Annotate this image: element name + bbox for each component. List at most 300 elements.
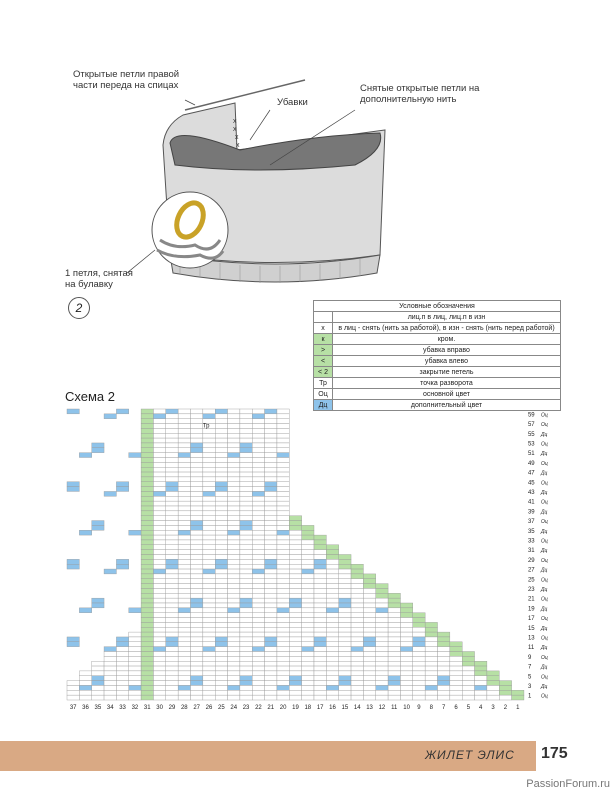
chart-cell bbox=[191, 564, 203, 569]
chart-cell bbox=[191, 695, 203, 700]
chart-cell bbox=[252, 550, 264, 555]
chart-cell bbox=[141, 603, 153, 608]
chart-cell bbox=[438, 656, 450, 661]
chart-cell bbox=[153, 467, 165, 472]
chart-cell bbox=[141, 419, 153, 424]
chart-cell bbox=[277, 477, 289, 482]
chart-cell bbox=[116, 642, 128, 647]
chart-cell bbox=[215, 555, 227, 560]
chart-cell bbox=[314, 681, 326, 686]
chart-cell bbox=[228, 428, 240, 433]
chart-cell bbox=[240, 666, 252, 671]
chart-cell bbox=[178, 598, 190, 603]
chart-cell bbox=[191, 661, 203, 666]
chart-cell bbox=[351, 569, 363, 574]
chart-cell bbox=[265, 613, 277, 618]
chart-cell bbox=[153, 550, 165, 555]
chart-cell bbox=[203, 579, 215, 584]
chart-cell bbox=[289, 671, 301, 676]
chart-cell bbox=[191, 462, 203, 467]
chart-cell bbox=[252, 540, 264, 545]
chart-cell bbox=[203, 681, 215, 686]
chart-cell bbox=[376, 593, 388, 598]
chart-cell bbox=[400, 608, 412, 613]
chart-cell bbox=[252, 564, 264, 569]
chart-cell bbox=[438, 637, 450, 642]
chart-cell bbox=[376, 588, 388, 593]
chart-cell bbox=[67, 559, 79, 564]
chart-cell bbox=[178, 428, 190, 433]
chart-cell bbox=[215, 598, 227, 603]
chart-cell bbox=[314, 608, 326, 613]
chart-cell bbox=[215, 409, 227, 414]
chart-cell bbox=[178, 666, 190, 671]
chart-cell bbox=[289, 598, 301, 603]
chart-cell bbox=[129, 685, 141, 690]
chart-cell bbox=[153, 695, 165, 700]
chart-cell bbox=[141, 530, 153, 535]
legend-row bbox=[314, 367, 561, 378]
chart-cell bbox=[265, 569, 277, 574]
chart-cell bbox=[166, 559, 178, 564]
chart-cell bbox=[351, 564, 363, 569]
chart-cell bbox=[289, 647, 301, 652]
chart-cell bbox=[277, 627, 289, 632]
chart-cell bbox=[376, 632, 388, 637]
row-color-label: Оц bbox=[540, 441, 548, 448]
chart-cell bbox=[166, 506, 178, 511]
chart-cell bbox=[314, 671, 326, 676]
chart-cell bbox=[141, 525, 153, 530]
chart-cell bbox=[191, 491, 203, 496]
chart-cell bbox=[265, 530, 277, 535]
chart-cell bbox=[326, 632, 338, 637]
chart-cell bbox=[277, 458, 289, 463]
chart-cell bbox=[252, 458, 264, 463]
chart-cell bbox=[265, 467, 277, 472]
row-color-label: Дц bbox=[540, 451, 548, 458]
chart-cell bbox=[265, 555, 277, 560]
chart-cell bbox=[265, 656, 277, 661]
chart-cell bbox=[277, 525, 289, 530]
chart-cell bbox=[512, 690, 524, 695]
chart-cell bbox=[438, 666, 450, 671]
chart-cell bbox=[228, 598, 240, 603]
chart-cell bbox=[215, 564, 227, 569]
row-label: 1 bbox=[527, 693, 532, 700]
chart-cell bbox=[265, 618, 277, 623]
chart-cell bbox=[475, 671, 487, 676]
chart-cell bbox=[203, 448, 215, 453]
chart-cell bbox=[376, 656, 388, 661]
chart-cell bbox=[265, 496, 277, 501]
chart-cell bbox=[153, 496, 165, 501]
chart-cell bbox=[240, 545, 252, 550]
chart-cell bbox=[314, 676, 326, 681]
chart-cell bbox=[326, 598, 338, 603]
chart-cell bbox=[203, 685, 215, 690]
column-label: 2 bbox=[503, 705, 508, 711]
chart-cell bbox=[215, 608, 227, 613]
chart-cell bbox=[265, 579, 277, 584]
chart-cell bbox=[314, 564, 326, 569]
chart-cell bbox=[265, 525, 277, 530]
chart-cell bbox=[265, 491, 277, 496]
chart-cell bbox=[67, 681, 79, 686]
chart-cell bbox=[141, 506, 153, 511]
chart-cell bbox=[153, 652, 165, 657]
chart-cell bbox=[141, 647, 153, 652]
svg-text:x: x bbox=[233, 118, 237, 125]
chart-cell bbox=[203, 622, 215, 627]
chart-cell bbox=[215, 545, 227, 550]
chart-cell bbox=[178, 409, 190, 414]
chart-cell bbox=[326, 574, 338, 579]
chart-cell bbox=[339, 564, 351, 569]
chart-cell bbox=[240, 579, 252, 584]
chart-cell bbox=[289, 656, 301, 661]
chart-cell bbox=[191, 521, 203, 526]
chart-cell bbox=[339, 593, 351, 598]
chart-cell bbox=[215, 603, 227, 608]
chart-cell bbox=[178, 593, 190, 598]
chart-cell bbox=[339, 671, 351, 676]
chart-cell bbox=[339, 598, 351, 603]
chart-cell bbox=[215, 496, 227, 501]
chart-cell bbox=[314, 652, 326, 657]
chart-cell bbox=[265, 443, 277, 448]
row-color-label: Оц bbox=[540, 499, 548, 506]
chart-cell bbox=[215, 574, 227, 579]
chart-cell bbox=[388, 613, 400, 618]
chart-cell bbox=[265, 477, 277, 482]
chart-cell bbox=[203, 666, 215, 671]
chart-cell bbox=[265, 482, 277, 487]
chart-cell bbox=[265, 545, 277, 550]
chart-cell bbox=[289, 685, 301, 690]
chart-cell bbox=[462, 695, 474, 700]
chart-cell bbox=[339, 579, 351, 584]
row-label: 43 bbox=[527, 489, 535, 496]
chart-cell bbox=[153, 569, 165, 574]
legend-row bbox=[314, 356, 561, 367]
chart-cell bbox=[302, 535, 314, 540]
chart-cell bbox=[203, 632, 215, 637]
chart-cell bbox=[277, 409, 289, 414]
chart-cell bbox=[166, 613, 178, 618]
chart-cell bbox=[141, 598, 153, 603]
chart-cell bbox=[166, 525, 178, 530]
chart-cell bbox=[277, 453, 289, 458]
legend-row bbox=[314, 323, 561, 334]
chart-cell bbox=[92, 525, 104, 530]
row-color-label: Оц bbox=[540, 596, 548, 603]
chart-cell bbox=[425, 681, 437, 686]
chart-cell bbox=[425, 656, 437, 661]
chart-cell bbox=[92, 695, 104, 700]
chart-cell bbox=[240, 603, 252, 608]
chart-cell bbox=[191, 448, 203, 453]
chart-cell bbox=[252, 511, 264, 516]
chart-cell bbox=[252, 443, 264, 448]
chart-cell bbox=[413, 695, 425, 700]
chart-cell bbox=[166, 419, 178, 424]
chart-cell bbox=[141, 550, 153, 555]
row-label: 15 bbox=[527, 625, 535, 632]
chart-cell bbox=[265, 487, 277, 492]
chart-cell bbox=[302, 530, 314, 535]
row-label: 7 bbox=[527, 664, 532, 671]
chart-cell bbox=[277, 540, 289, 545]
chart-cell bbox=[228, 637, 240, 642]
chart-cell bbox=[302, 555, 314, 560]
chart-cell bbox=[265, 428, 277, 433]
chart-cell bbox=[339, 613, 351, 618]
chart-cell bbox=[141, 496, 153, 501]
chart-cell bbox=[252, 448, 264, 453]
chart-cell bbox=[277, 472, 289, 477]
chart-cell bbox=[240, 598, 252, 603]
chart-cell bbox=[153, 559, 165, 564]
chart-cell bbox=[129, 608, 141, 613]
chart-cell bbox=[203, 598, 215, 603]
chart-cell bbox=[240, 559, 252, 564]
chart-cell bbox=[265, 521, 277, 526]
chart-cell bbox=[265, 690, 277, 695]
chart-cell bbox=[191, 642, 203, 647]
chart-cell bbox=[413, 618, 425, 623]
chart-cell bbox=[203, 695, 215, 700]
chart-cell bbox=[363, 593, 375, 598]
chart-cell bbox=[141, 433, 153, 438]
chart-cell bbox=[191, 496, 203, 501]
chart-cell bbox=[314, 569, 326, 574]
chart-cell bbox=[314, 666, 326, 671]
chart-cell bbox=[363, 579, 375, 584]
chart-cell bbox=[153, 608, 165, 613]
chart-cell bbox=[388, 652, 400, 657]
chart-cell bbox=[240, 448, 252, 453]
chart-cell bbox=[141, 453, 153, 458]
chart-cell bbox=[277, 438, 289, 443]
row-label: 33 bbox=[527, 538, 535, 545]
chart-cell bbox=[265, 685, 277, 690]
legend-symbol: x bbox=[314, 323, 333, 334]
chart-cell bbox=[425, 627, 437, 632]
chart-cell bbox=[228, 584, 240, 589]
chart-cell bbox=[215, 593, 227, 598]
page-number: 175 bbox=[541, 745, 568, 762]
chart-cell bbox=[252, 501, 264, 506]
chart-cell bbox=[166, 564, 178, 569]
chart-cell bbox=[129, 666, 141, 671]
chart-cell bbox=[153, 642, 165, 647]
chart-cell bbox=[215, 535, 227, 540]
column-label: 31 bbox=[143, 705, 151, 711]
chart-cell bbox=[302, 632, 314, 637]
chart-cell bbox=[277, 613, 289, 618]
chart-cell bbox=[240, 642, 252, 647]
chart-cell bbox=[252, 506, 264, 511]
chart-cell bbox=[252, 613, 264, 618]
chart-cell bbox=[228, 525, 240, 530]
chart-cell bbox=[277, 574, 289, 579]
chart-cell bbox=[289, 521, 301, 526]
chart-cell bbox=[314, 695, 326, 700]
chart-cell bbox=[363, 608, 375, 613]
chart-cell bbox=[191, 671, 203, 676]
chart-cell bbox=[351, 588, 363, 593]
chart-cell bbox=[277, 685, 289, 690]
chart-cell bbox=[240, 477, 252, 482]
chart-cell bbox=[228, 593, 240, 598]
chart-cell bbox=[252, 530, 264, 535]
chart-cell bbox=[252, 618, 264, 623]
chart-cell bbox=[475, 685, 487, 690]
chart-cell bbox=[203, 564, 215, 569]
chart-cell bbox=[141, 511, 153, 516]
chart-cell bbox=[289, 550, 301, 555]
chart-cell bbox=[178, 545, 190, 550]
chart-cell bbox=[191, 569, 203, 574]
chart-cell bbox=[240, 424, 252, 429]
chart-cell bbox=[265, 472, 277, 477]
label-pin: 1 петля, снятая на булавку bbox=[65, 268, 133, 290]
chart-cell bbox=[153, 428, 165, 433]
chart-cell bbox=[265, 559, 277, 564]
chart-cell bbox=[67, 487, 79, 492]
chart-cell bbox=[104, 671, 116, 676]
chart-cell bbox=[141, 467, 153, 472]
chart-cell bbox=[191, 438, 203, 443]
chart-cell bbox=[215, 453, 227, 458]
chart-cell bbox=[265, 438, 277, 443]
chart-cell bbox=[240, 569, 252, 574]
legend-symbol: < 2 bbox=[314, 367, 333, 378]
chart-cell bbox=[166, 521, 178, 526]
chart-cell bbox=[203, 496, 215, 501]
chart-cell bbox=[166, 501, 178, 506]
chart-cell bbox=[376, 661, 388, 666]
chart-cell bbox=[191, 681, 203, 686]
chart-cell bbox=[203, 647, 215, 652]
chart-cell bbox=[141, 414, 153, 419]
column-label: 14 bbox=[353, 705, 361, 711]
chart-cell bbox=[413, 685, 425, 690]
chart-cell bbox=[326, 593, 338, 598]
column-label: 37 bbox=[69, 705, 77, 711]
chart-cell bbox=[228, 550, 240, 555]
chart-cell bbox=[153, 588, 165, 593]
chart-cell bbox=[252, 472, 264, 477]
chart-cell bbox=[153, 622, 165, 627]
chart-cell bbox=[228, 501, 240, 506]
chart-cell bbox=[166, 409, 178, 414]
chart-cell bbox=[141, 521, 153, 526]
chart-cell bbox=[240, 676, 252, 681]
chart-cell bbox=[141, 564, 153, 569]
chart-cell bbox=[265, 603, 277, 608]
chart-cell bbox=[277, 462, 289, 467]
chart-cell bbox=[166, 666, 178, 671]
chart-cell bbox=[462, 656, 474, 661]
chart-cell bbox=[388, 676, 400, 681]
chart-cell bbox=[203, 482, 215, 487]
chart-cell bbox=[326, 627, 338, 632]
chart-cell bbox=[252, 521, 264, 526]
chart-cell bbox=[203, 433, 215, 438]
chart-cell bbox=[363, 603, 375, 608]
legend-symbol bbox=[314, 312, 333, 323]
chart-cell bbox=[326, 579, 338, 584]
chart-cell bbox=[228, 545, 240, 550]
chart-cell bbox=[413, 632, 425, 637]
chart-cell bbox=[203, 656, 215, 661]
chart-cell bbox=[153, 618, 165, 623]
chart-cell bbox=[363, 574, 375, 579]
chart-cell bbox=[141, 627, 153, 632]
chart-cell bbox=[178, 458, 190, 463]
chart-cell bbox=[302, 637, 314, 642]
chart-cell bbox=[178, 555, 190, 560]
chart-cell bbox=[314, 559, 326, 564]
row-label: 45 bbox=[527, 480, 535, 487]
chart-cell bbox=[363, 690, 375, 695]
chart-cell bbox=[178, 453, 190, 458]
chart-cell bbox=[265, 433, 277, 438]
chart-cell bbox=[191, 593, 203, 598]
chart-cell bbox=[203, 414, 215, 419]
chart-cell bbox=[351, 690, 363, 695]
chart-cell bbox=[203, 627, 215, 632]
chart-cell bbox=[116, 647, 128, 652]
chart-cell bbox=[462, 690, 474, 695]
chart-cell bbox=[326, 555, 338, 560]
chart-cell bbox=[376, 642, 388, 647]
label-open-loops: Открытые петли правой части переда на спицах bbox=[73, 69, 180, 91]
row-label: 57 bbox=[527, 422, 535, 429]
chart-cell bbox=[252, 555, 264, 560]
chart-cell bbox=[166, 530, 178, 535]
column-label: 9 bbox=[417, 705, 421, 711]
chart-cell bbox=[277, 491, 289, 496]
chart-cell bbox=[215, 540, 227, 545]
row-label: 55 bbox=[527, 431, 535, 438]
chart-cell bbox=[228, 540, 240, 545]
chart-cell bbox=[462, 652, 474, 657]
chart-cell bbox=[166, 414, 178, 419]
chart-cell bbox=[141, 487, 153, 492]
chart-cell bbox=[215, 588, 227, 593]
chart-cell bbox=[92, 671, 104, 676]
chart-cell bbox=[178, 472, 190, 477]
chart-cell bbox=[203, 545, 215, 550]
chart-cell bbox=[302, 603, 314, 608]
chart-cell bbox=[153, 472, 165, 477]
chart-cell bbox=[116, 637, 128, 642]
column-label: 18 bbox=[304, 705, 312, 711]
chart-cell bbox=[141, 555, 153, 560]
chart-cell bbox=[178, 647, 190, 652]
chart-cell bbox=[228, 409, 240, 414]
chart-cell bbox=[277, 676, 289, 681]
chart-cell bbox=[339, 695, 351, 700]
chart-cell bbox=[326, 656, 338, 661]
chart-cell bbox=[376, 676, 388, 681]
chart-cell bbox=[228, 685, 240, 690]
column-label: 24 bbox=[230, 705, 238, 711]
chart-cell bbox=[326, 685, 338, 690]
